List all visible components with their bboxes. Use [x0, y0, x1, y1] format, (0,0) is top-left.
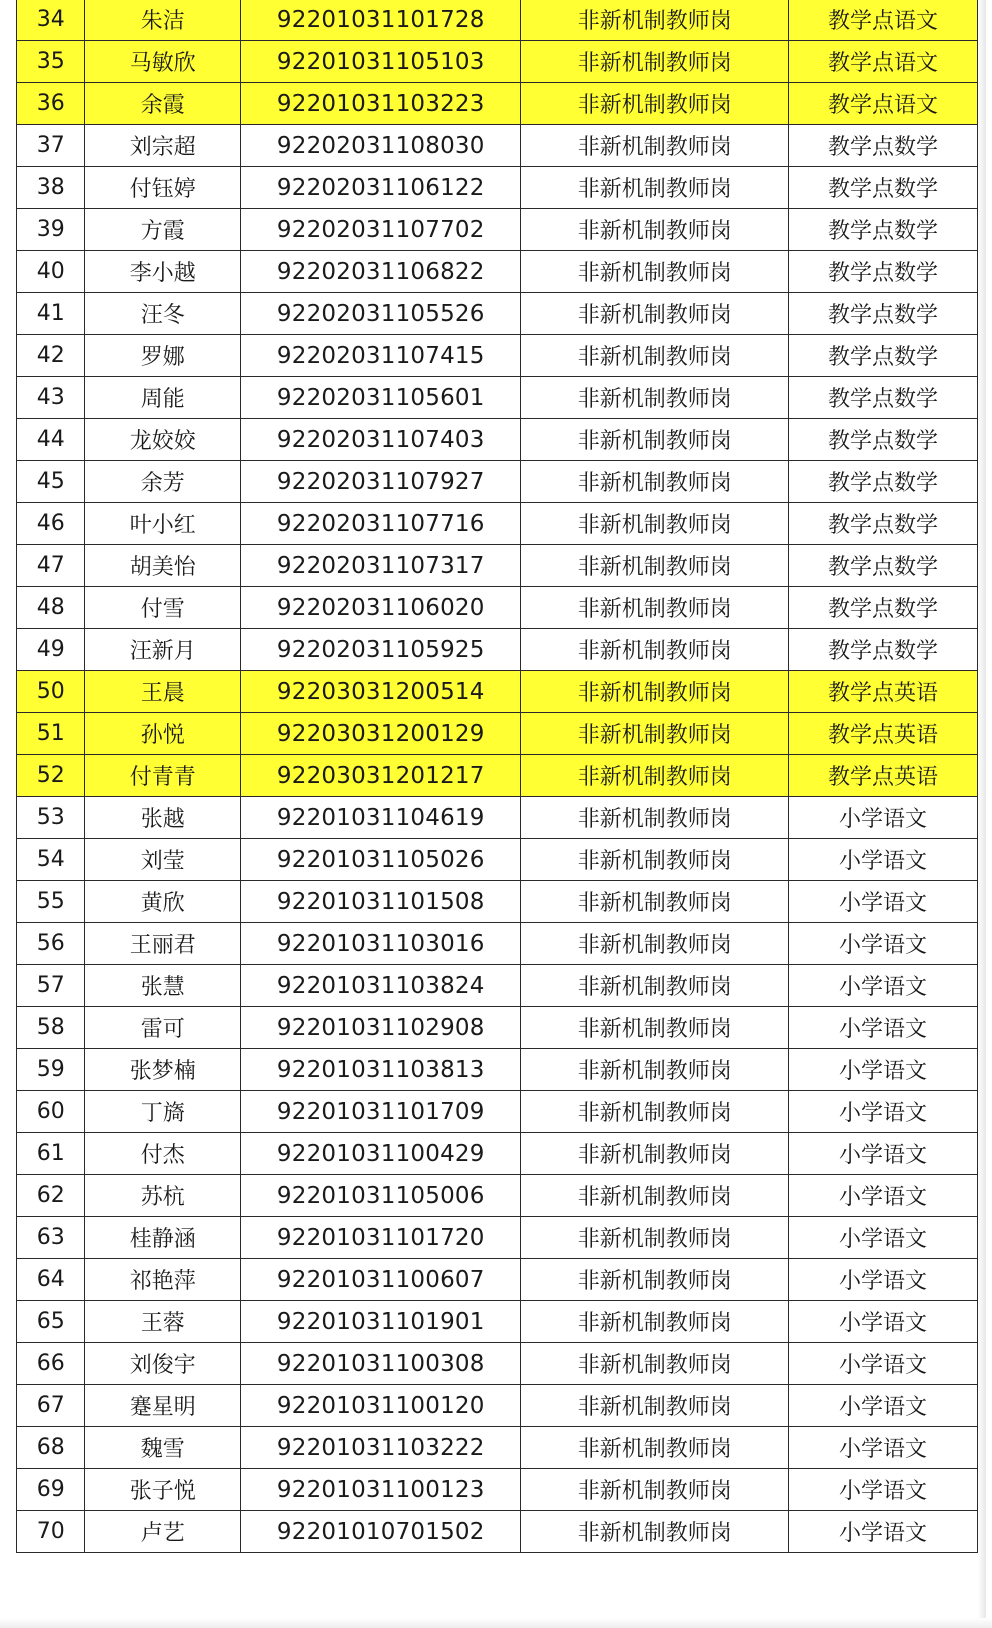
name-cell: 汪冬 [85, 293, 241, 335]
exam-id-cell: 92201031103016 [241, 923, 521, 965]
subject-cell: 教学点数学 [789, 293, 978, 335]
name-cell: 丁旖 [85, 1091, 241, 1133]
name-cell: 李小越 [85, 251, 241, 293]
roster-table [16, 0, 978, 1553]
row-number-cell: 38 [17, 167, 85, 209]
table-row [17, 965, 978, 1007]
row-number-cell: 36 [17, 83, 85, 125]
name-cell: 蹇星明 [85, 1385, 241, 1427]
post-cell: 非新机制教师岗 [521, 1091, 789, 1133]
row-number-cell: 50 [17, 671, 85, 713]
table-row [17, 587, 978, 629]
row-number-cell: 55 [17, 881, 85, 923]
post-cell: 非新机制教师岗 [521, 1301, 789, 1343]
post-cell: 非新机制教师岗 [521, 293, 789, 335]
post-cell: 非新机制教师岗 [521, 1133, 789, 1175]
table-row [17, 1427, 978, 1469]
exam-id-cell: 92201031100120 [241, 1385, 521, 1427]
subject-cell: 教学点数学 [789, 167, 978, 209]
table-row [17, 1385, 978, 1427]
name-cell: 罗娜 [85, 335, 241, 377]
table-row [17, 335, 978, 377]
exam-id-cell: 92201031103824 [241, 965, 521, 1007]
post-cell: 非新机制教师岗 [521, 83, 789, 125]
row-number-cell: 59 [17, 1049, 85, 1091]
row-number-cell: 48 [17, 587, 85, 629]
exam-id-cell: 92201010701502 [241, 1511, 521, 1553]
name-cell: 刘宗超 [85, 125, 241, 167]
exam-id-cell: 92203031201217 [241, 755, 521, 797]
subject-cell: 小学语文 [789, 1469, 978, 1511]
post-cell: 非新机制教师岗 [521, 881, 789, 923]
row-number-cell: 49 [17, 629, 85, 671]
table-row [17, 1217, 978, 1259]
subject-cell: 教学点数学 [789, 587, 978, 629]
name-cell: 苏杭 [85, 1175, 241, 1217]
post-cell: 非新机制教师岗 [521, 629, 789, 671]
table-row [17, 1511, 978, 1553]
exam-id-cell: 92201031100429 [241, 1133, 521, 1175]
row-number-cell: 70 [17, 1511, 85, 1553]
table-row [17, 83, 978, 125]
exam-id-cell: 92201031103222 [241, 1427, 521, 1469]
subject-cell: 教学点数学 [789, 209, 978, 251]
subject-cell: 教学点语文 [789, 41, 978, 83]
row-number-cell: 65 [17, 1301, 85, 1343]
row-number-cell: 51 [17, 713, 85, 755]
row-number-cell: 64 [17, 1259, 85, 1301]
exam-id-cell: 92201031105006 [241, 1175, 521, 1217]
name-cell: 付青青 [85, 755, 241, 797]
row-number-cell: 41 [17, 293, 85, 335]
subject-cell: 小学语文 [789, 1091, 978, 1133]
subject-cell: 小学语文 [789, 965, 978, 1007]
exam-id-cell: 92202031106020 [241, 587, 521, 629]
exam-id-cell: 92202031107317 [241, 545, 521, 587]
row-number-cell: 62 [17, 1175, 85, 1217]
name-cell: 刘俊宇 [85, 1343, 241, 1385]
name-cell: 孙悦 [85, 713, 241, 755]
row-number-cell: 44 [17, 419, 85, 461]
exam-id-cell: 92201031105026 [241, 839, 521, 881]
name-cell: 张慧 [85, 965, 241, 1007]
table-row [17, 923, 978, 965]
post-cell: 非新机制教师岗 [521, 1049, 789, 1091]
exam-id-cell: 92201031105103 [241, 41, 521, 83]
subject-cell: 小学语文 [789, 1049, 978, 1091]
exam-id-cell: 92202031107927 [241, 461, 521, 503]
subject-cell: 教学点数学 [789, 419, 978, 461]
row-number-cell: 52 [17, 755, 85, 797]
exam-id-cell: 92201031101901 [241, 1301, 521, 1343]
post-cell: 非新机制教师岗 [521, 1427, 789, 1469]
row-number-cell: 66 [17, 1343, 85, 1385]
exam-id-cell: 92201031102908 [241, 1007, 521, 1049]
row-number-cell: 47 [17, 545, 85, 587]
table-row [17, 167, 978, 209]
subject-cell: 教学点英语 [789, 755, 978, 797]
post-cell: 非新机制教师岗 [521, 419, 789, 461]
exam-id-cell: 92202031108030 [241, 125, 521, 167]
name-cell: 周能 [85, 377, 241, 419]
table-row [17, 1091, 978, 1133]
row-number-cell: 37 [17, 125, 85, 167]
row-number-cell: 61 [17, 1133, 85, 1175]
subject-cell: 小学语文 [789, 1175, 978, 1217]
subject-cell: 小学语文 [789, 1385, 978, 1427]
subject-cell: 教学点语文 [789, 83, 978, 125]
row-number-cell: 53 [17, 797, 85, 839]
name-cell: 马敏欣 [85, 41, 241, 83]
table-row [17, 1049, 978, 1091]
table-row [17, 419, 978, 461]
name-cell: 张梦楠 [85, 1049, 241, 1091]
subject-cell: 教学点数学 [789, 545, 978, 587]
post-cell: 非新机制教师岗 [521, 251, 789, 293]
name-cell: 张越 [85, 797, 241, 839]
post-cell: 非新机制教师岗 [521, 41, 789, 83]
roster-body [17, 0, 978, 1553]
subject-cell: 小学语文 [789, 797, 978, 839]
post-cell: 非新机制教师岗 [521, 839, 789, 881]
row-number-cell: 58 [17, 1007, 85, 1049]
subject-cell: 小学语文 [789, 1343, 978, 1385]
page-edge-shadow-bottom [0, 1618, 992, 1628]
subject-cell: 教学点英语 [789, 671, 978, 713]
name-cell: 王丽君 [85, 923, 241, 965]
table-row [17, 1469, 978, 1511]
row-number-cell: 69 [17, 1469, 85, 1511]
post-cell: 非新机制教师岗 [521, 461, 789, 503]
table-row [17, 1175, 978, 1217]
subject-cell: 小学语文 [789, 839, 978, 881]
exam-id-cell: 92202031105601 [241, 377, 521, 419]
table-row [17, 0, 978, 41]
subject-cell: 小学语文 [789, 1007, 978, 1049]
row-number-cell: 63 [17, 1217, 85, 1259]
row-number-cell: 39 [17, 209, 85, 251]
name-cell: 祁艳萍 [85, 1259, 241, 1301]
table-row [17, 797, 978, 839]
post-cell: 非新机制教师岗 [521, 1175, 789, 1217]
name-cell: 龙姣姣 [85, 419, 241, 461]
name-cell: 胡美怡 [85, 545, 241, 587]
table-row [17, 881, 978, 923]
exam-id-cell: 92201031104619 [241, 797, 521, 839]
row-number-cell: 68 [17, 1427, 85, 1469]
name-cell: 余霞 [85, 83, 241, 125]
table-row [17, 1301, 978, 1343]
post-cell: 非新机制教师岗 [521, 377, 789, 419]
row-number-cell: 54 [17, 839, 85, 881]
table-row [17, 125, 978, 167]
row-number-cell: 43 [17, 377, 85, 419]
post-cell: 非新机制教师岗 [521, 545, 789, 587]
table-row [17, 41, 978, 83]
subject-cell: 小学语文 [789, 1217, 978, 1259]
name-cell: 付钰婷 [85, 167, 241, 209]
exam-id-cell: 92202031107702 [241, 209, 521, 251]
subject-cell: 小学语文 [789, 1427, 978, 1469]
subject-cell: 教学点英语 [789, 713, 978, 755]
table-row [17, 1133, 978, 1175]
subject-cell: 小学语文 [789, 1301, 978, 1343]
post-cell: 非新机制教师岗 [521, 797, 789, 839]
subject-cell: 小学语文 [789, 1511, 978, 1553]
name-cell: 王晨 [85, 671, 241, 713]
table-row [17, 713, 978, 755]
exam-id-cell: 92201031101728 [241, 0, 521, 41]
post-cell: 非新机制教师岗 [521, 1385, 789, 1427]
post-cell: 非新机制教师岗 [521, 503, 789, 545]
post-cell: 非新机制教师岗 [521, 1343, 789, 1385]
exam-id-cell: 92202031107415 [241, 335, 521, 377]
exam-id-cell: 92202031107403 [241, 419, 521, 461]
post-cell: 非新机制教师岗 [521, 1217, 789, 1259]
name-cell: 汪新月 [85, 629, 241, 671]
exam-id-cell: 92201031100123 [241, 1469, 521, 1511]
post-cell: 非新机制教师岗 [521, 335, 789, 377]
subject-cell: 小学语文 [789, 923, 978, 965]
row-number-cell: 35 [17, 41, 85, 83]
post-cell: 非新机制教师岗 [521, 1469, 789, 1511]
row-number-cell: 40 [17, 251, 85, 293]
exam-id-cell: 92201031103813 [241, 1049, 521, 1091]
table-row [17, 209, 978, 251]
exam-id-cell: 92201031101508 [241, 881, 521, 923]
name-cell: 付杰 [85, 1133, 241, 1175]
subject-cell: 教学点数学 [789, 377, 978, 419]
table-row [17, 839, 978, 881]
post-cell: 非新机制教师岗 [521, 167, 789, 209]
page-edge-shadow-right [978, 0, 986, 1628]
name-cell: 方霞 [85, 209, 241, 251]
post-cell: 非新机制教师岗 [521, 0, 789, 41]
table-row [17, 461, 978, 503]
exam-id-cell: 92202031107716 [241, 503, 521, 545]
subject-cell: 教学点数学 [789, 251, 978, 293]
name-cell: 余芳 [85, 461, 241, 503]
subject-cell: 小学语文 [789, 1133, 978, 1175]
post-cell: 非新机制教师岗 [521, 755, 789, 797]
table-row [17, 755, 978, 797]
post-cell: 非新机制教师岗 [521, 923, 789, 965]
post-cell: 非新机制教师岗 [521, 713, 789, 755]
table-row [17, 293, 978, 335]
subject-cell: 教学点数学 [789, 629, 978, 671]
subject-cell: 小学语文 [789, 881, 978, 923]
row-number-cell: 45 [17, 461, 85, 503]
table-row [17, 545, 978, 587]
post-cell: 非新机制教师岗 [521, 1259, 789, 1301]
subject-cell: 教学点数学 [789, 461, 978, 503]
name-cell: 桂静涵 [85, 1217, 241, 1259]
exam-id-cell: 92202031105526 [241, 293, 521, 335]
subject-cell: 小学语文 [789, 1259, 978, 1301]
name-cell: 刘莹 [85, 839, 241, 881]
subject-cell: 教学点数学 [789, 125, 978, 167]
name-cell: 黄欣 [85, 881, 241, 923]
subject-cell: 教学点数学 [789, 503, 978, 545]
row-number-cell: 34 [17, 0, 85, 41]
post-cell: 非新机制教师岗 [521, 1511, 789, 1553]
exam-id-cell: 92201031103223 [241, 83, 521, 125]
post-cell: 非新机制教师岗 [521, 587, 789, 629]
table-row [17, 671, 978, 713]
post-cell: 非新机制教师岗 [521, 125, 789, 167]
name-cell: 王蓉 [85, 1301, 241, 1343]
name-cell: 卢艺 [85, 1511, 241, 1553]
row-number-cell: 46 [17, 503, 85, 545]
table-row [17, 1007, 978, 1049]
table-row [17, 1259, 978, 1301]
exam-id-cell: 92201031101720 [241, 1217, 521, 1259]
name-cell: 魏雪 [85, 1427, 241, 1469]
row-number-cell: 57 [17, 965, 85, 1007]
exam-id-cell: 92201031100607 [241, 1259, 521, 1301]
post-cell: 非新机制教师岗 [521, 671, 789, 713]
exam-id-cell: 92202031105925 [241, 629, 521, 671]
exam-id-cell: 92201031101709 [241, 1091, 521, 1133]
exam-id-cell: 92203031200514 [241, 671, 521, 713]
table-row [17, 251, 978, 293]
table-row [17, 1343, 978, 1385]
row-number-cell: 42 [17, 335, 85, 377]
name-cell: 朱洁 [85, 0, 241, 41]
exam-id-cell: 92203031200129 [241, 713, 521, 755]
name-cell: 张子悦 [85, 1469, 241, 1511]
exam-id-cell: 92202031106122 [241, 167, 521, 209]
subject-cell: 教学点数学 [789, 335, 978, 377]
table-row [17, 629, 978, 671]
post-cell: 非新机制教师岗 [521, 965, 789, 1007]
name-cell: 付雪 [85, 587, 241, 629]
name-cell: 雷可 [85, 1007, 241, 1049]
exam-id-cell: 92202031106822 [241, 251, 521, 293]
post-cell: 非新机制教师岗 [521, 1007, 789, 1049]
row-number-cell: 60 [17, 1091, 85, 1133]
row-number-cell: 67 [17, 1385, 85, 1427]
post-cell: 非新机制教师岗 [521, 209, 789, 251]
row-number-cell: 56 [17, 923, 85, 965]
table-row [17, 503, 978, 545]
exam-id-cell: 92201031100308 [241, 1343, 521, 1385]
table-row [17, 377, 978, 419]
subject-cell: 教学点语文 [789, 0, 978, 41]
name-cell: 叶小红 [85, 503, 241, 545]
